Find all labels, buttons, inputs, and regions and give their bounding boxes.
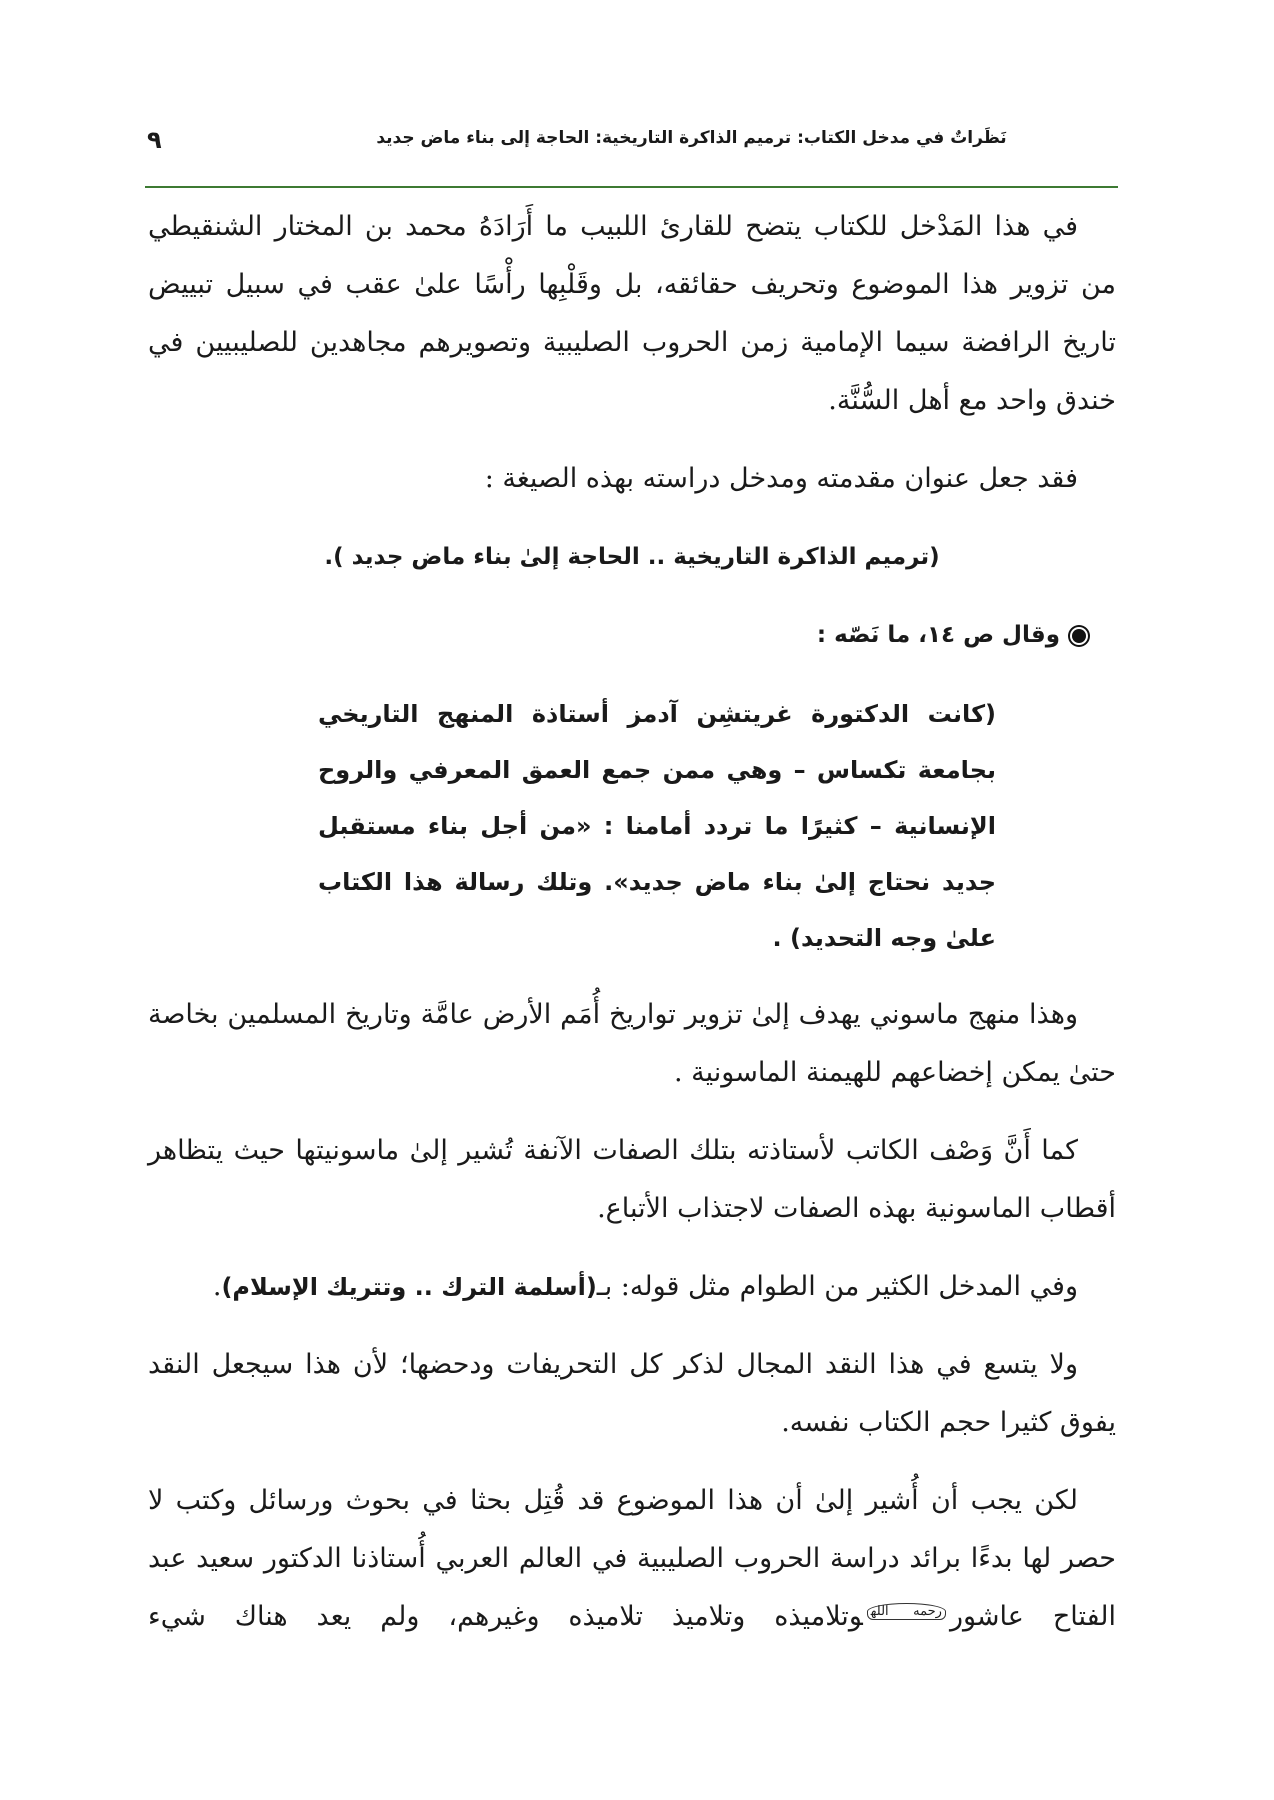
paragraph-masonic: وهذا منهج ماسوني يهدف إلىٰ تزوير تواريخ أُمَم الأرض عامَّة وتاريخ المسلمين بخاصة حتىٰ يمكن إخضاعهم للهيمنة الماسونية . [148, 999, 1116, 1088]
conclusion-prefix: لكن يجب أن أُشير إلىٰ أن هذا الموضوع قد قُتِل بحثا في بحوث ورسائل وكتب لا حصر لها بدءًا برائد دراسة الحروب الصليبية في العالم العربي أُستاذنا الدكتور سعيد عبد الفتاح عاشور [148, 1485, 1117, 1632]
examples-suffix: . [212, 1271, 222, 1302]
page-number: ٩ [147, 126, 162, 154]
examples-prefix: وفي المدخل الكثير من الطوام مثل قوله: بـ [596, 1271, 1078, 1302]
conclusion-suffix: وتلاميذه وتلاميذ تلاميذه وغيرهم، ولم يعد هناك شيء [148, 1601, 863, 1632]
paragraph-description: كما أَنَّ وَصْف الكاتب لأستاذته بتلك الصفات الآنفة تُشير إلىٰ ماسونيتها حيث يتظاهر أقطاب الماسونية بهذه الصفات لاجتذاب الأتباع. [148, 1135, 1116, 1224]
citation-line [148, 606, 1116, 664]
paragraph-conclusion [148, 1472, 1116, 1646]
paragraph-intro: في هذا المَدْخل للكتاب يتضح للقارئ اللبيب ما أَرَادَهُ محمد بن المختار الشنقيطي من تزوير هذا الموضوع وتحريف حقائقه، بل وقَلْبِها رأْسًا علىٰ عقب في سبيل تبييض تاريخ الرافضة سيما الإمامية زمن الحروب الصليبية وتصويرهم مجاهدين للصليبيين في خندق واحد مع أهل السُّنَّة. [148, 211, 1116, 416]
quoted-title: (ترميم الذاكرة التاريخية .. الحاجة إلىٰ بناء ماض جديد ). [324, 544, 940, 570]
paragraph-examples [148, 1258, 1116, 1316]
examples-bold: (أسلمة الترك .. وتتريك الإسلام) [221, 1273, 597, 1301]
header-rule [145, 186, 1118, 188]
page-header [145, 112, 1118, 162]
block-quote: (كانت الدكتورة غريتشِن آدمز أستاذة المنهج التاريخي بجامعة تكساس – وهي ممن جمع العمق المعرفي والروح الإنسانية – كثيرًا ما تردد أمامنا : «من أجل بناء مستقبل جديد نحتاج إلىٰ بناء ماض جديد». وتلك رسالة هذا الكتاب علىٰ وجه التحديد) . [318, 700, 996, 952]
running-title: نَظَراتٌ في مدخل الكتاب: ترميم الذاكرة التاريخية: الحاجة إلى بناء ماض جديد [376, 128, 1007, 148]
citation-text: وقال ص ١٤، ما نَصّه : [816, 622, 1060, 648]
honorific-icon: رحمه الله [867, 1603, 946, 1620]
paragraph-title-intro: فقد جعل عنوان مقدمته ومدخل دراسته بهذه الصيغة : [484, 463, 1078, 494]
page-body [148, 198, 1116, 1646]
bullet-icon [1072, 629, 1086, 643]
paragraph-scope: ولا يتسع في هذا النقد المجال لذكر كل التحريفات ودحضها؛ لأن هذا سيجعل النقد يفوق كثيرا حجم الكتاب نفسه. [148, 1349, 1116, 1438]
